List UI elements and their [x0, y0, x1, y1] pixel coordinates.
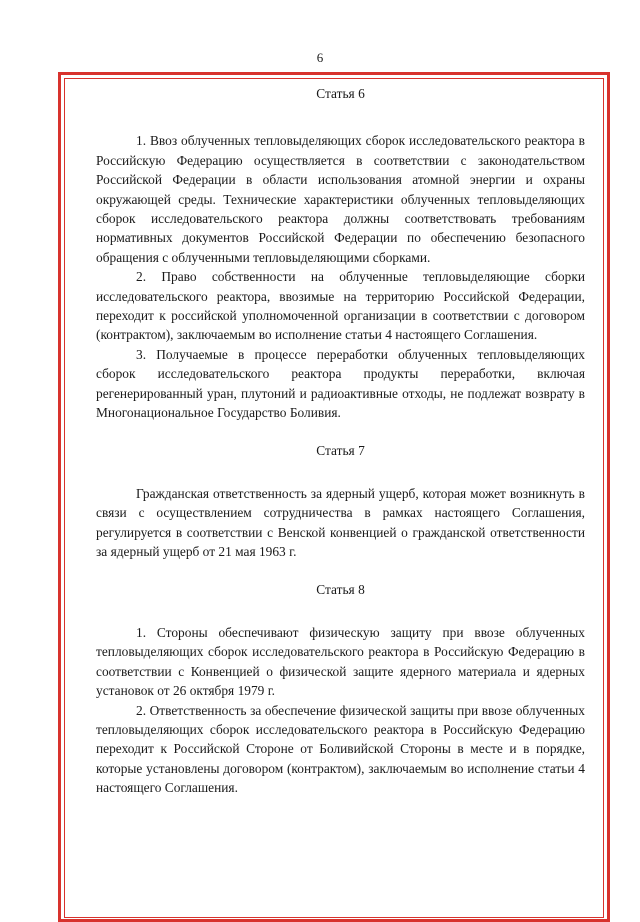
article-6-title: Статья 6 — [316, 86, 365, 101]
article-6-paragraph-1: 1. Ввоз облученных тепловыделяющих сборок исследовательского реактора в Российскую Федерацию осуществляется в соответствии с законодательством Российской Федерации в области использования атомной энергии и охраны окружающей среды. Технические характеристики облученных тепловыделяющих сборок исследовательского реактора должны соответствовать требованиям нормативных документов Российской Федерации по обеспечению безопасного обращения с облученными тепловыделяющими сборками. — [96, 133, 585, 265]
article-8-title: Статья 8 — [316, 581, 365, 597]
page-number: 6 — [316, 50, 324, 65]
article-8-paragraph-2: 2. Ответственность за обеспечение физической защиты при ввозе облученных тепловыделяющих сборок исследовательского реактора в Российскую Федерацию переходит к Российской Стороне от Боливийской Стороны в месте и в порядке, которые установлены договором (контрактом), заключаемым во исполнение статьи 4 настоящего Соглашения. — [96, 702, 585, 796]
article-7-paragraph-1: Гражданская ответственность за ядерный ущерб, которая может возникнуть в связи с осуществлением сотрудничества в рамках настоящего Соглашения, регулируется в соответствии с Венской конвенцией о гражданской ответственности за ядерный ущерб от 21 мая 1963 г. — [96, 485, 585, 560]
article-7-title: Статья 7 — [316, 442, 365, 458]
article-6-paragraph-2: 2. Право собственности на облученные тепловыделяющие сборки исследовательского реактора, ввозимые на территорию Российской Федерации, переходит к российской уполномоченной организации в соответствии с договором (контрактом), заключаемым во исполнение статьи 4 настоящего Соглашения. — [96, 269, 585, 343]
document-body — [96, 84, 585, 798]
article-6-paragraph-3: 3. Получаемые в процессе переработки облученных тепловыделяющих сборок исследовательского реактора продукты переработки, включая регенерированный уран, плутоний и радиоактивные отходы, не подлежат возврату в Многонациональное Государство Боливия. — [96, 346, 585, 421]
article-8-paragraph-1: 1. Стороны обеспечивают физическую защиту при ввозе облученных тепловыделяющих сборок исследовательского реактора в Российскую Федерацию в соответствии с Конвенцией о физической защите ядерного материала и ядерных установок от 26 октября 1979 г. — [96, 624, 585, 699]
